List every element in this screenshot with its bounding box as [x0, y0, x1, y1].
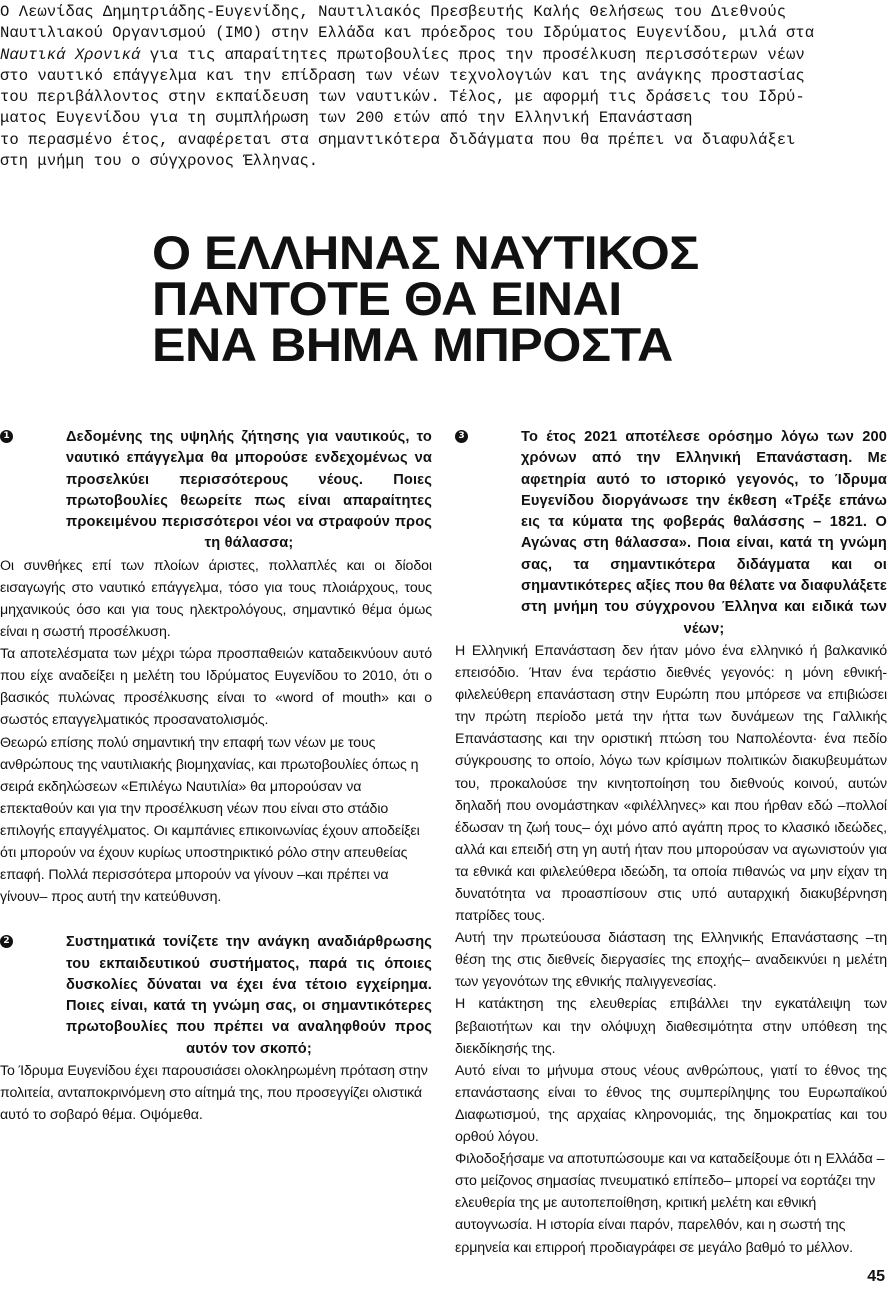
right-column	[455, 427, 887, 1259]
intro-line: Ναυτικά Χρονικά για τις απαραίτητες πρωτοβουλίες προς την προσέλκυση περισσότερων νέων	[0, 45, 805, 64]
intro-paragraph	[0, 2, 884, 172]
headline-line: ΠΑΝΤΟΤΕ ΘΑ ΕΙΝΑΙ	[152, 272, 622, 325]
intro-line: ματος Ευγενίδου για τη συμπλήρωση των 200 ετών από την Ελληνική Επανάσταση	[0, 109, 693, 128]
question-number-badge: 1	[0, 430, 13, 443]
intro-line: Ο Λεωνίδας Δημητριάδης-Ευγενίδης, Ναυτιλιακός Πρεσβευτής Καλής Θελήσεως του Διεθνούς	[0, 3, 787, 21]
question-text: Το έτος 2021 αποτέλεσε ορόσημο λόγω των 200 χρόνων από την Ελληνική Επανάσταση. Με αφετηρία αυτό το ιστορικό γεγονός, το Ίδρυμα Ευγενίδου διοργάνωσε την έκθεση «Τρέξε επάνω εις τα κύματα της φοβεράς θαλάσσης – 1821. Ο Αγώνας στη θάλασσα». Ποια είναι, κατά τη γνώμη σας, τα σημαντικότερα διδάγματα και οι σημαντικότερες αξίες που θα θέλατε να διαφυλάξετε στη μνήμη του σύγχρονου Έλληνα και ειδικά των νέων;	[521, 429, 887, 637]
publication-name: Ναυτικά Χρονικά	[0, 45, 141, 64]
question-block-3	[455, 427, 887, 640]
question-number-badge: 3	[455, 430, 468, 443]
headline-line: ΕΝΑ ΒΗΜΑ ΜΠΡΟΣΤΑ	[152, 318, 673, 371]
answer-paragraph: Αυτή την πρωτεύουσα διάσταση της Ελληνικής Επανάστασης –τη θέση της στις διεθνείς διεργασίες της εποχής– αναδεικνύει η μελέτη των γεγονότων της εθνικής παλιγγενεσίας.	[455, 930, 887, 991]
page-number: 45	[867, 1268, 885, 1285]
intro-line: του περιβάλλοντος στην εκπαίδευση των ναυτικών. Τέλος, με αφορμή τις δράσεις του Ιδρύ-	[0, 88, 805, 107]
answer-2	[0, 1060, 432, 1126]
answer-paragraph: Η Ελληνική Επανάσταση δεν ήταν μόνο ένα ελληνικό ή βαλκανικό επεισόδιο. Ήταν ένα τεράστιο διεθνές γεγονός: η μόνη εθνική-φιλελεύθερη επανάσταση στην Ευρώπη που μπόρεσε να επιβιώσει την πρώτη περίοδο μετά την ήττα των δυνάμεων της Γαλλικής Επανάστασης και την οριστική πτώση του Ναπολέοντα· ένα πεδίο σύγκρουσης το οποίο, λόγω των κρίσιμων πολιτικών διακυβευμάτων του, προκαλούσε την κινητοποίηση του διεθνούς κοινού, αυτών δηλαδή που ονομάστηκαν «φιλέλληνες» και που ήρθαν εδώ –πολλοί έδωσαν τη ζωή τους– όχι μόνο από αγάπη προς το κλασικό ιδεώδες, αλλά και επειδή στη γη αυτή ήταν που μπορούσαν να αγωνιστούν για τα εθνικά και φιλελεύθερα ιδεώδη, τα οποία πιθανώς να μην είχαν τη δυνατότητα να προασπίσουν στις υπό αυταρχική διακυβέρνηση πατρίδες τους.	[455, 642, 887, 925]
answer-paragraph: Η κατάκτηση της ελευθερίας επιβάλλει την εγκατάλειψη των βεβαιοτήτων και την ολόψυχη διαθεσιμότητα στην υπόθεση της διεκδίκησής της.	[455, 996, 887, 1057]
intro-line: στο ναυτικό επάγγελμα και την επίδραση των νέων τεχνολογιών και της ανάγκης προστασίας	[0, 66, 805, 85]
answer-paragraph: Το Ίδρυμα Ευγενίδου έχει παρουσιάσει ολοκληρωμένη πρόταση στην πολιτεία, ανταποκρινόμενη στο αίτημά της, που προσεγγίζει ολιστικά αυτό το σοβαρό θέμα. Οψόμεθα.	[0, 1063, 428, 1124]
question-block-1	[0, 427, 432, 555]
question-text: Δεδομένης της υψηλής ζήτησης για ναυτικούς, το ναυτικό επάγγελμα θα μπορούσε ενδεχομένως να προσελκύει περισσότερους νέους. Ποιες πρωτοβουλίες θεωρείτε πως είναι απαραίτητες προκειμένου περισσότεροι νέοι να στραφούν προς τη θάλασσα;	[66, 429, 432, 552]
left-column	[0, 427, 432, 1126]
answer-paragraph: Θεωρώ επίσης πολύ σημαντική την επαφή των νέων με τους ανθρώπους της ναυτιλιακής βιομηχανίας, και πρωτοβουλίες όπως η σειρά εκδηλώσεων «Επιλέγω Ναυτιλία» θα μπορούσαν να επεκταθούν και για την προσέλκυση νέων που είναι στο στάδιο επιλογής επαγγέλματος. Οι καμπάνιες επικοινωνίας έχουν αποδείξει ότι μπορούν να έχουν κυρίως υποστηρικτικό ρόλο στην απευθείας επαφή. Πολλά περισσότερα μπορούν να γίνουν –και πρέπει να γίνουν– προς αυτή την κατεύθυνση.	[0, 734, 420, 906]
intro-line: στη μνήμη του ο σύγχρονος Έλληνας.	[0, 152, 319, 171]
question-number-badge: 2	[0, 935, 13, 948]
headline-line: Ο ΕΛΛΗΝΑΣ ΝΑΥΤΙΚΟΣ	[152, 226, 699, 279]
question-block-2	[0, 932, 432, 1060]
article-headline	[152, 226, 887, 371]
answer-paragraph: Αυτό είναι το μήνυμα στους νέους ανθρώπους, γιατί το έθνος της επανάστασης είναι το έθνος της συμπερίληψης του Ευρωπαϊκού Διαφωτισμού, της αρχαίας κληρονομιάς, της δημοκρατίας και του ορθού λόγου.	[455, 1062, 887, 1146]
question-text: Συστηματικά τονίζετε την ανάγκη αναδιάρθρωσης του εκπαιδευτικού συστήματος, παρά τις όποιες δυσκολίες δύναται να έχει ένα τέτοιο εγχείρημα. Ποιες είναι, κατά τη γνώμη σας, οι σημαντικότερες πρωτοβουλίες που πρέπει να αναληφθούν προς αυτόν τον σκοπό;	[66, 934, 432, 1057]
intro-line: Ναυτιλιακού Οργανισμού (IMO) στην Ελλάδα και πρόεδρος του Ιδρύματος Ευγενίδου, μιλά στα	[0, 24, 815, 43]
answer-1	[0, 555, 432, 909]
answer-paragraph: Φιλοδοξήσαμε να αποτυπώσουμε και να καταδείξουμε ότι η Ελλάδα –στο μείζονος σημασίας πνευματικό επίπεδο– μπορεί να εορτάζει την ελευθερία της με αυτοπεποίθηση, κριτική μελέτη και εθνική αυτογνωσία. Η ιστορία είναι παρόν, παρελθόν, και η σωστή της ερμηνεία και επιρροή προδιαγράφει σε μεγάλο βαθμό το μέλλον.	[455, 1151, 885, 1256]
intro-line: το περασμένο έτος, αναφέρεται στα σημαντικότερα διδάγματα που θα πρέπει να διαφυλάξει	[0, 130, 796, 149]
answer-3	[455, 640, 887, 1259]
answer-paragraph: Οι συνθήκες επί των πλοίων άριστες, πολλαπλές και οι δίοδοι εισαγωγής στο ναυτικό επάγγελμα, τόσο για τους πλοιάρχους, τους μηχανικούς όσο και για τους ηλεκτρολόγους, σημαντικό θέμα όμως είναι η σωστή προσέλκυση.	[0, 557, 432, 641]
answer-paragraph: Τα αποτελέσματα των μέχρι τώρα προσπαθειών καταδεικνύουν αυτό που είχε αναδείξει η μελέτη του Ιδρύματος Ευγενίδου το 2010, ότι ο βασικός πυλώνας προσέλκυσης είναι το «word of mouth» και ο σωστός επαγγελματικός προσανατολισμός.	[0, 646, 432, 729]
